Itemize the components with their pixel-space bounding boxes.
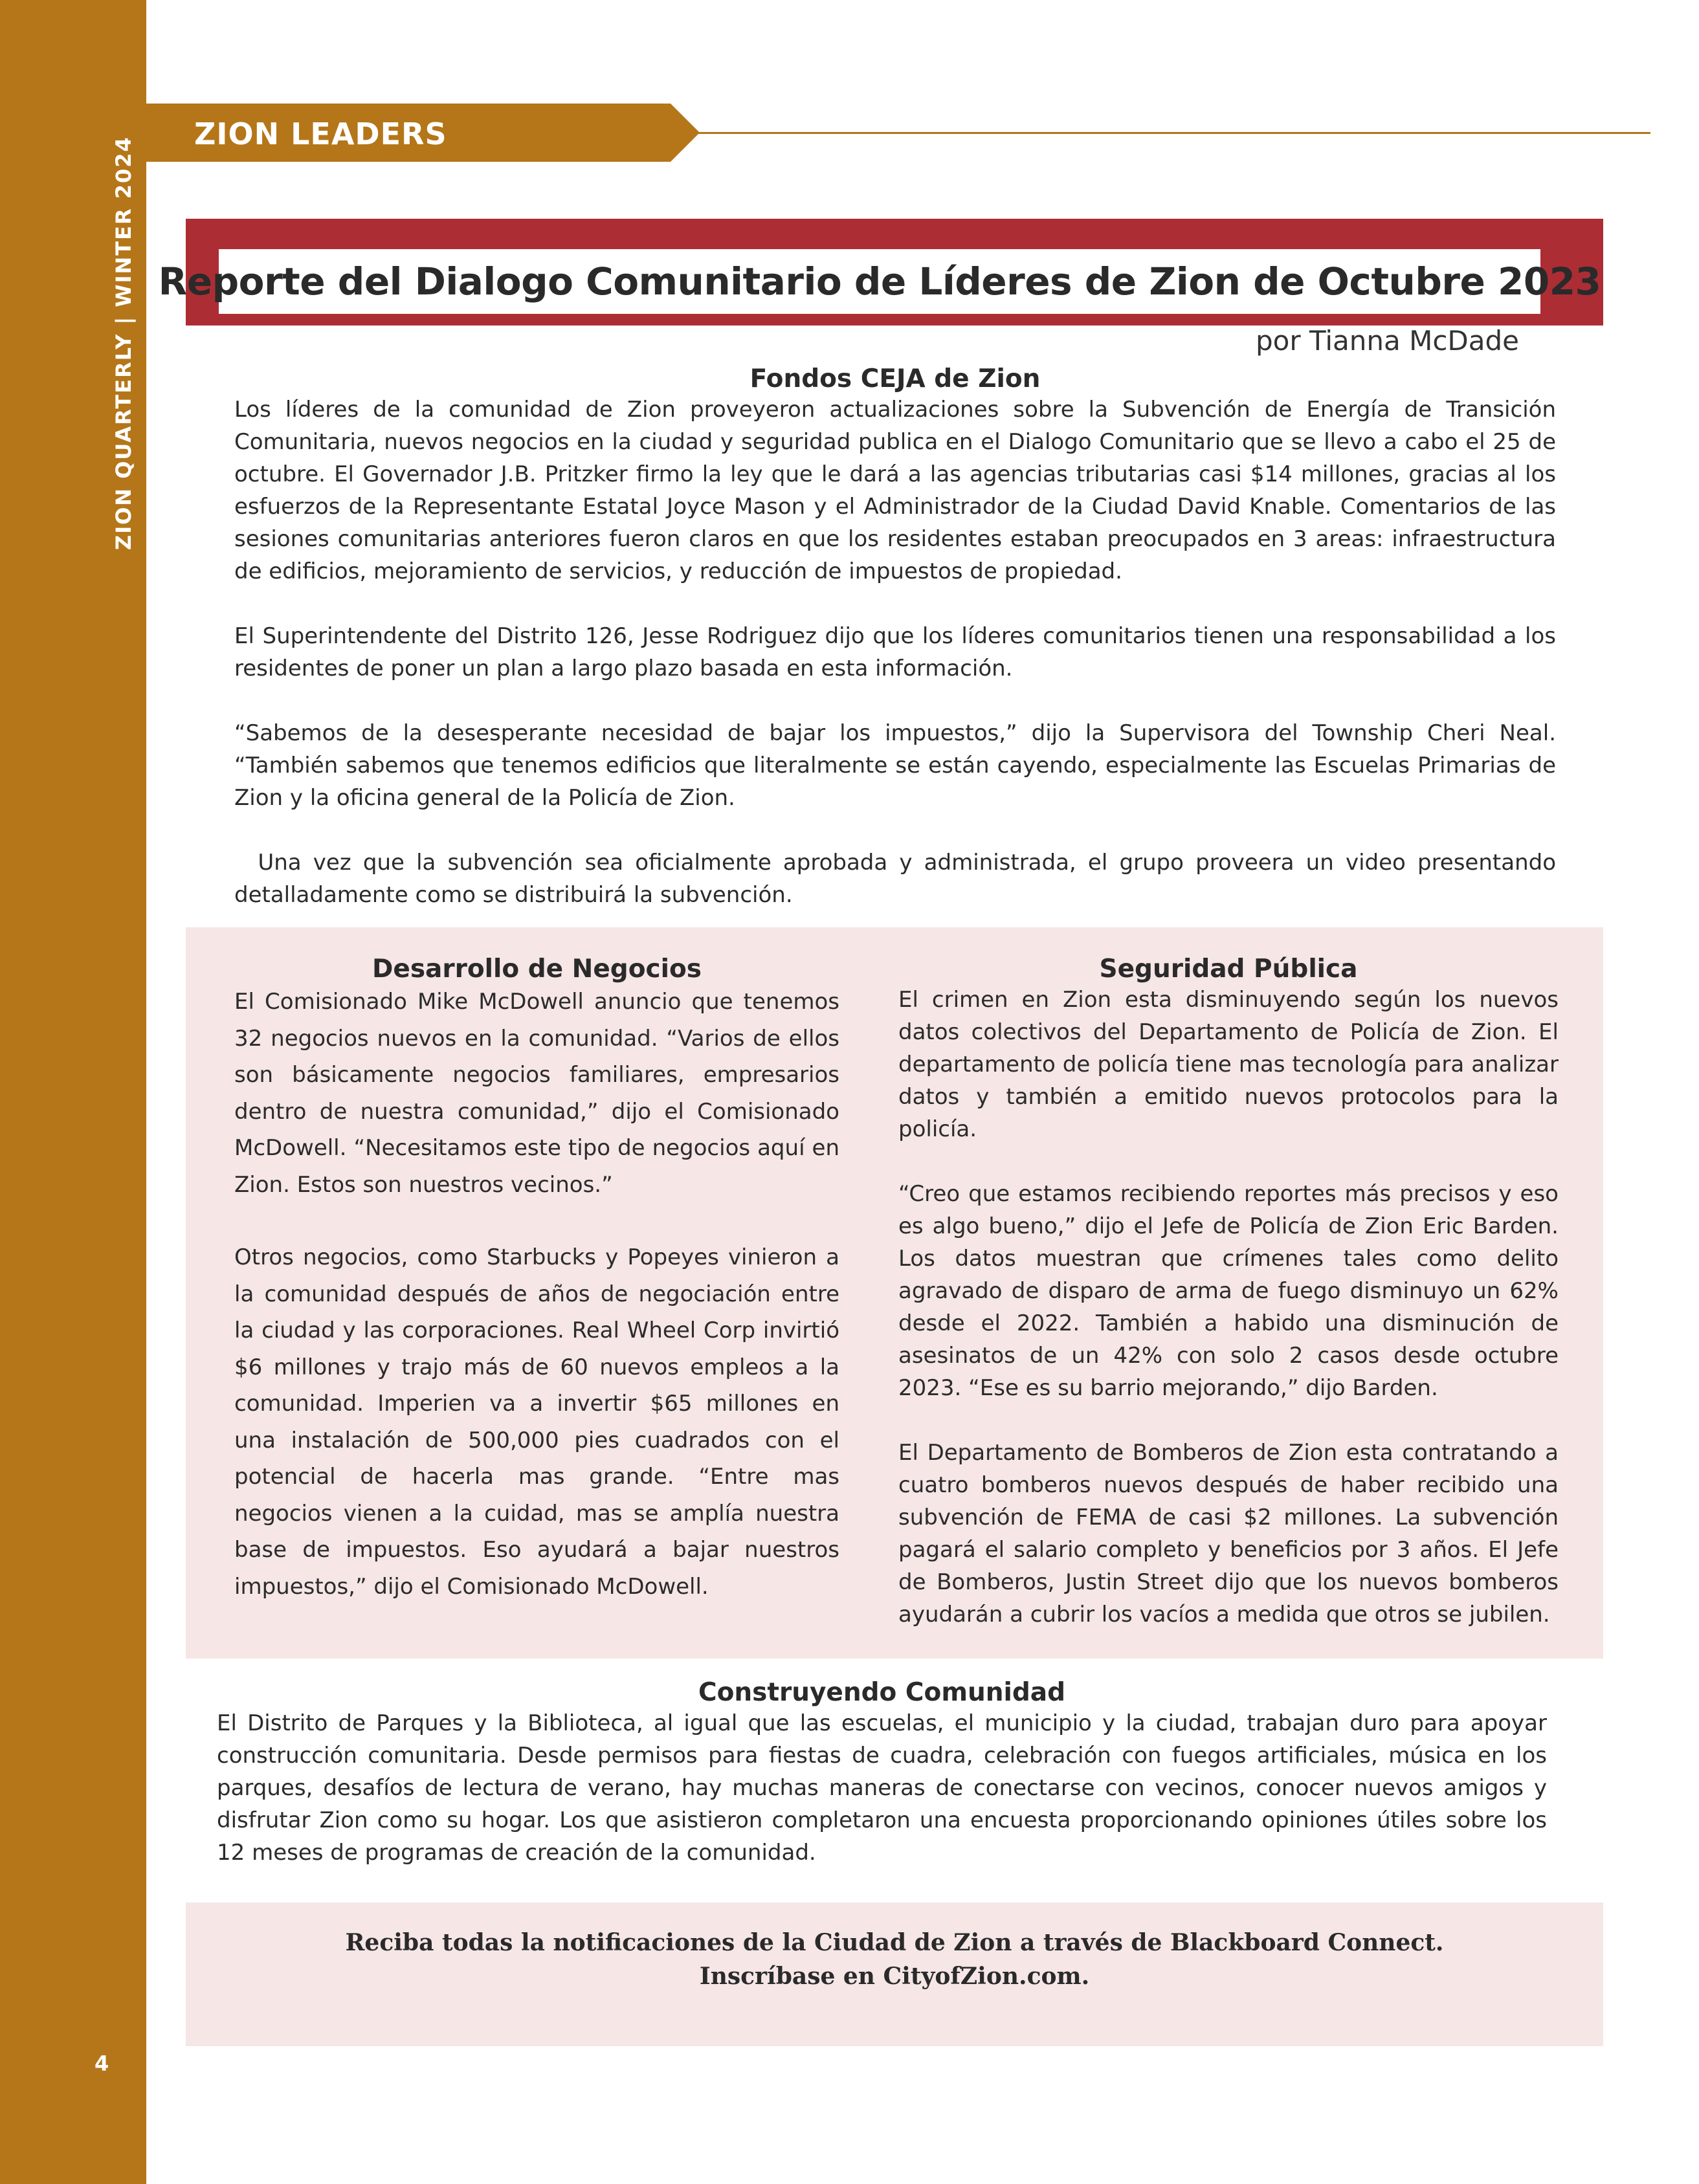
article-byline: por Tianna McDade [1256, 325, 1519, 357]
ceja-section [234, 364, 1563, 911]
issue-name: WINTER 2024 [111, 136, 136, 307]
comunidad-paragraph: El Distrito de Parques y la Biblioteca, al igual que las escuelas, el municipio y la ciudad, trabajan duro para apoyar construcción comunitaria. Desde permisos para fiestas de cuadra, celebración con fuegos artificiales, música en los parques, desafíos de lectura de verano, hay muchas maneras de conectarse con vecinos, conocer nuevos amigos y disfrutar Zion como su hogar. Los que asistieron completaron una encuesta proporcionando opiniones útiles sobre los 12 meses de programas de creación de la comunidad. [217, 1710, 1547, 1866]
notification-line-2: Inscríbase en CityofZion.com. [699, 1963, 1090, 1990]
title-box [158, 249, 1601, 314]
ceja-heading: Fondos CEJA de Zion [750, 364, 1041, 393]
ceja-paragraph: Una vez que la subvención sea oficialmente aprobada y administrada, el grupo proveera un video presentando detalladamente como se distribuirá la subvención. [234, 850, 1563, 908]
negocios-paragraph: Otros negocios, como Starbucks y Popeyes vinieron a la comunidad después de años de negociación entre la ciudad y las corporaciones. Real Wheel Corp invirtió $6 millones y trajo más de 60 nuevos empleos a la comunidad. Imperien va a invertir $65 millones en una instalación de 500,000 pies cuadrados con el potencial de hacerla mas grande. “Entre mas negocios vienen a la cuidad, mas se amplía nuestra base de impuestos. Eso ayudará a bajar nuestros impuestos,” dijo el Comisionado McDowell. [234, 1244, 839, 1600]
seguridad-section [898, 954, 1559, 1631]
section-rule [696, 132, 1650, 134]
comunidad-heading: Construyendo Comunidad [698, 1678, 1066, 1707]
comunidad-section [217, 1678, 1547, 1869]
ceja-paragraph: Los líderes de la comunidad de Zion proveyeron actualizaciones sobre la Subvención de Energía de Transición Comunitaria, nuevos negocios en la ciudad y seguridad publica en el Dialogo Comunitario que se llevo a cabo el 25 de octubre. El Governador J.B. Pritzker firmo la ley que le dará a las agencias tributarias casi $14 millones, gracias al los esfuerzos de la Representante Estatal Joyce Mason y el Administrador de la Ciudad David Knable. Comentarios de las sesiones comunitarias anteriores fueron claros en que los residentes estaban preocupados en 3 areas: infraestructura de edificios, mejoramiento de servicios, y reducción de impuestos de propiedad. [234, 397, 1556, 584]
seguridad-paragraph: El crimen en Zion esta disminuyendo según los nuevos datos colectivos del Departamento de Policía de Zion. El departamento de policía tiene mas tecnología para analizar datos y también a emitido nuevos protocolos para la policía. [898, 987, 1559, 1142]
negocios-heading: Desarrollo de Negocios [372, 954, 702, 984]
section-label: ZION LEADERS [194, 116, 447, 151]
notification-box [186, 1903, 1603, 2046]
seguridad-heading: Seguridad Pública [1099, 954, 1358, 984]
seguridad-paragraph: El Departamento de Bomberos de Zion esta contratando a cuatro bomberos nuevos después de haber recibido una subvención de FEMA de casi $2 millones. La subvención pagará el salario completo y beneficios por 3 años. El Jefe de Bomberos, Justin Street dijo que los nuevos bomberos ayudarán a cubrir los vacíos a medida que otros se jubilen. [898, 1440, 1559, 1627]
notification-line-1: Reciba todas la notificaciones de la Ciudad de Zion a través de Blackboard Connect. [345, 1929, 1444, 1956]
ceja-paragraph: “Sabemos de la desesperante necesidad de bajar los impuestos,” dijo la Supervisora del Township Cheri Neal. “También sabemos que tenemos edificios que literalmente se están cayendo, especialmente las Escuelas Primarias de Zion y la oficina general de la Policía de Zion. [234, 720, 1556, 811]
negocios-section [234, 954, 839, 1605]
seguridad-paragraph: “Creo que estamos recibiendo reportes más precisos y eso es algo bueno,” dijo el Jefe de Policía de Zion Eric Barden. Los datos muestran que crímenes tales como delito agravado de disparo de arma de fuego disminuyo un 62% desde el 2022. También a habido una disminución de asesinatos de un 42% con solo 2 casos desde octubre 2023. “Ese es su barrio mejorando,” dijo Barden. [898, 1181, 1559, 1401]
article-title: Reporte del Dialogo Comunitario de Líderes de Zion de Octubre 2023 [158, 259, 1601, 303]
publication-name: ZION QUARTERLY [111, 333, 136, 550]
sidebar-publication-label [111, 136, 136, 550]
ceja-paragraph: El Superintendente del Distrito 126, Jesse Rodriguez dijo que los líderes comunitarios tienen una responsabilidad a los residentes de poner un plan a largo plazo basada en esta información. [234, 623, 1556, 681]
negocios-paragraph: El Comisionado Mike McDowell anuncio que tenemos 32 negocios nuevos en la comunidad. “Varios de ellos son básicamente negocios familiares, empresarios dentro de nuestra comunidad,” dijo el Comisionado McDowell. “Necesitamos este tipo de negocios aquí en Zion. Estos son nuestros vecinos.” [234, 989, 839, 1198]
page-number: 4 [94, 2051, 109, 2076]
separator: | [111, 315, 136, 325]
